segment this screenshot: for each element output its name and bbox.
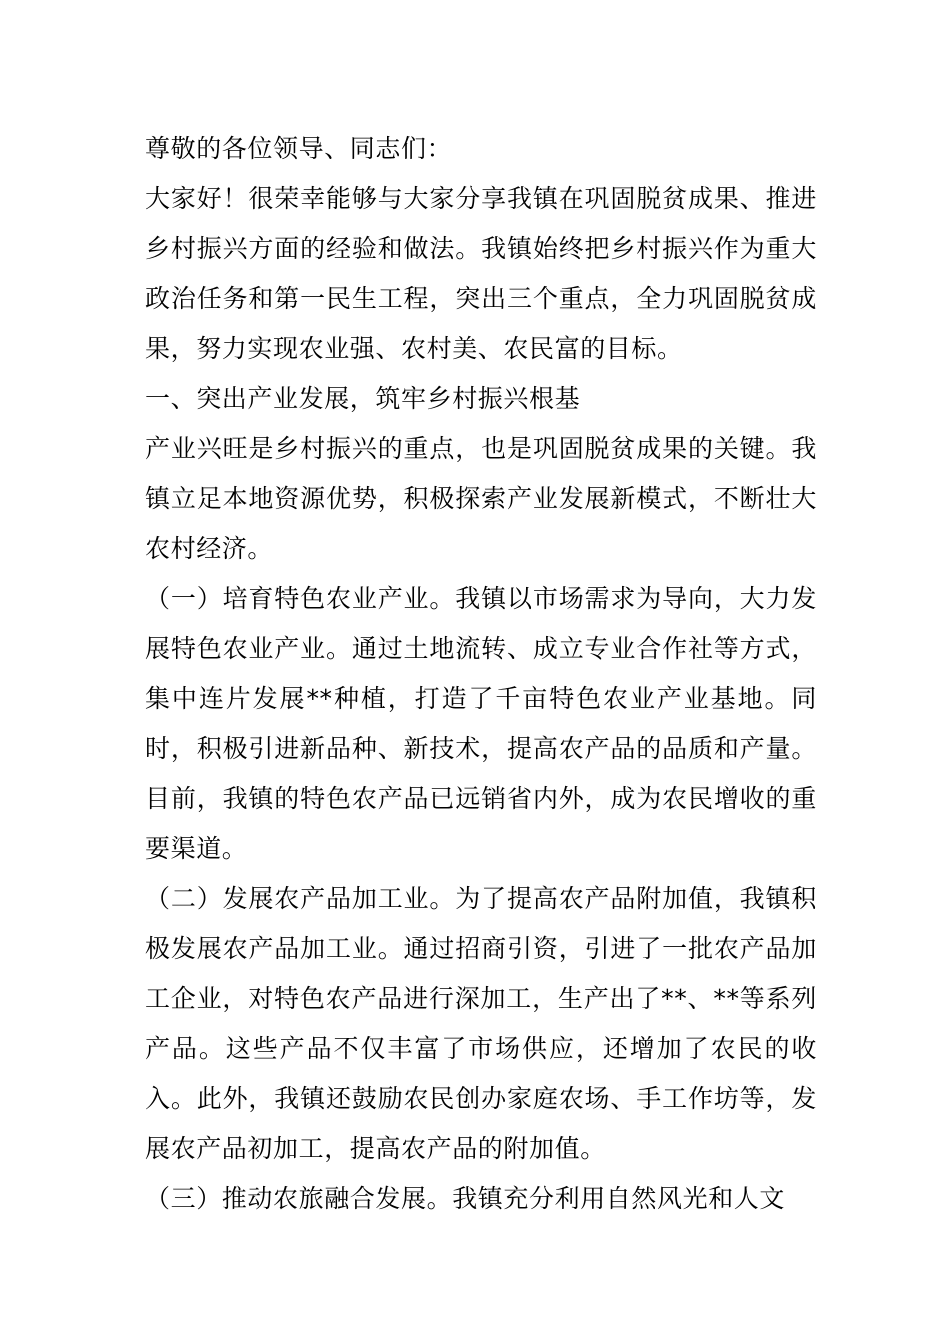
intro-paragraph: 大家好！很荣幸能够与大家分享我镇在巩固脱贫成果、推进乡村振兴方面的经验和做法。我镇始终把乡村振兴作为重大政治任务和第一民生工程，突出三个重点，全力巩固脱贫成果，努力实现农业强、农村美、农民富的目标。 (145, 184, 817, 363)
item-paragraph-2: （二）发展农产品加工业。为了提高农产品附加值，我镇积极发展农产品加工业。通过招商引资，引进了一批农产品加工企业，对特色农产品进行深加工，生产出了**、**等系列产品。这些产品不仅丰富了市场供应，还增加了农民的收入。此外，我镇还鼓励农民创办家庭农场、手工作坊等，发展农产品初加工，提高农产品的附加值。 (145, 884, 817, 1163)
item-paragraph-1: （一）培育特色农业产业。我镇以市场需求为导向，大力发展特色农业产业。通过土地流转、成立专业合作社等方式，集中连片发展**种植，打造了千亩特色农业产业基地。同时，积极引进新品种、新技术，提高农产品的品质和产量。目前，我镇的特色农产品已远销省内外，成为农民增收的重要渠道。 (145, 584, 817, 863)
section-heading: 一、突出产业发展，筑牢乡村振兴根基 (145, 384, 581, 413)
section-intro-paragraph: 产业兴旺是乡村振兴的重点，也是巩固脱贫成果的关键。我镇立足本地资源优势，积极探索产业发展新模式，不断壮大农村经济。 (145, 434, 817, 563)
document-body (145, 124, 817, 1224)
salutation: 尊敬的各位领导、同志们： (145, 134, 453, 163)
item-paragraph-3: （三）推动农旅融合发展。我镇充分利用自然风光和人文 (145, 1184, 786, 1213)
